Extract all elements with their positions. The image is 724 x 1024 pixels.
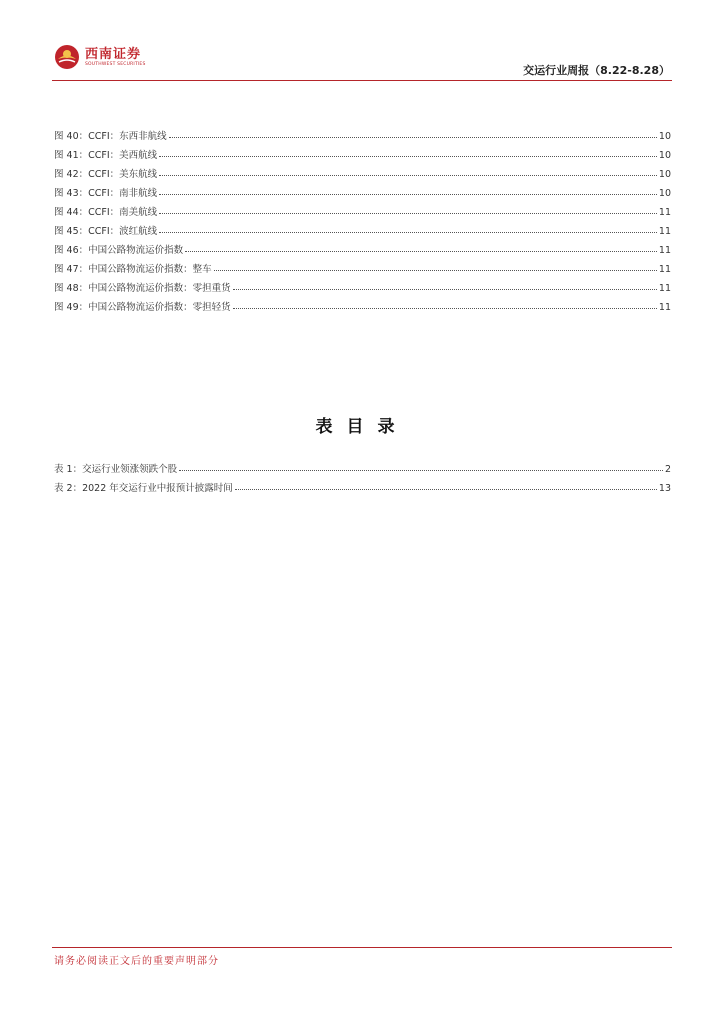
report-title: 交运行业周报（8.22-8.28） <box>523 64 670 77</box>
toc-entry[interactable] <box>54 180 671 199</box>
toc-entry[interactable] <box>54 142 671 161</box>
toc-entry-page: 11 <box>658 302 671 313</box>
toc-entry-label: 图 43：CCFI：南非航线 <box>54 188 158 199</box>
figure-toc-list <box>54 123 671 313</box>
table-toc-heading: 表目录 <box>315 417 409 437</box>
toc-entry-label: 图 42：CCFI：美东航线 <box>54 169 158 180</box>
toc-leader-dots <box>159 213 657 214</box>
toc-entry[interactable] <box>54 475 671 494</box>
toc-entry-page: 11 <box>658 264 671 275</box>
toc-entry-page: 11 <box>658 283 671 294</box>
toc-entry-page: 10 <box>658 169 671 180</box>
toc-entry[interactable] <box>54 456 671 475</box>
toc-leader-dots <box>159 194 657 195</box>
toc-entry[interactable] <box>54 294 671 313</box>
toc-leader-dots <box>159 156 657 157</box>
toc-entry-page: 11 <box>658 226 671 237</box>
toc-entry-label: 图 47：中国公路物流运价指数：整车 <box>54 264 212 275</box>
toc-leader-dots <box>233 308 657 309</box>
logo-emblem-icon <box>54 44 80 70</box>
toc-entry-label: 图 48：中国公路物流运价指数：零担重货 <box>54 283 231 294</box>
toc-leader-dots <box>235 489 657 490</box>
toc-entry-label: 图 44：CCFI：南美航线 <box>54 207 158 218</box>
toc-entry[interactable] <box>54 123 671 142</box>
toc-entry-label: 表 2：2022 年交运行业中报预计披露时间 <box>54 483 233 494</box>
toc-entry-label: 图 40：CCFI：东西非航线 <box>54 131 167 142</box>
toc-leader-dots <box>159 175 657 176</box>
toc-leader-dots <box>185 251 657 252</box>
toc-entry[interactable] <box>54 161 671 180</box>
toc-entry-label: 图 41：CCFI：美西航线 <box>54 150 158 161</box>
header-divider <box>52 80 672 81</box>
toc-entry[interactable] <box>54 199 671 218</box>
logo-english-name: SOUTHWEST SECURITIES <box>85 61 146 67</box>
toc-entry-label: 图 49：中国公路物流运价指数：零担轻货 <box>54 302 231 313</box>
toc-entry[interactable] <box>54 256 671 275</box>
toc-leader-dots <box>159 232 657 233</box>
logo-chinese-name: 西南证券 <box>85 46 142 62</box>
toc-entry-page: 2 <box>664 464 671 475</box>
footer-divider <box>52 947 672 948</box>
toc-entry[interactable] <box>54 237 671 256</box>
toc-leader-dots <box>233 289 657 290</box>
toc-entry-page: 11 <box>658 207 671 218</box>
page-header <box>0 0 724 82</box>
company-logo <box>54 44 146 70</box>
toc-entry-label: 表 1：交运行业领涨领跌个股 <box>54 464 178 475</box>
toc-leader-dots <box>179 470 663 471</box>
toc-entry-label: 图 46：中国公路物流运价指数 <box>54 245 184 256</box>
toc-entry-label: 图 45：CCFI：波红航线 <box>54 226 158 237</box>
toc-leader-dots <box>214 270 657 271</box>
toc-entry[interactable] <box>54 275 671 294</box>
toc-entry-page: 11 <box>658 245 671 256</box>
disclaimer-note: 请务必阅读正文后的重要声明部分 <box>54 956 219 967</box>
toc-entry-page: 13 <box>658 483 671 494</box>
toc-entry-page: 10 <box>658 131 671 142</box>
toc-entry-page: 10 <box>658 188 671 199</box>
toc-entry-page: 10 <box>658 150 671 161</box>
table-toc-list <box>54 456 671 494</box>
toc-leader-dots <box>169 137 657 138</box>
toc-entry[interactable] <box>54 218 671 237</box>
